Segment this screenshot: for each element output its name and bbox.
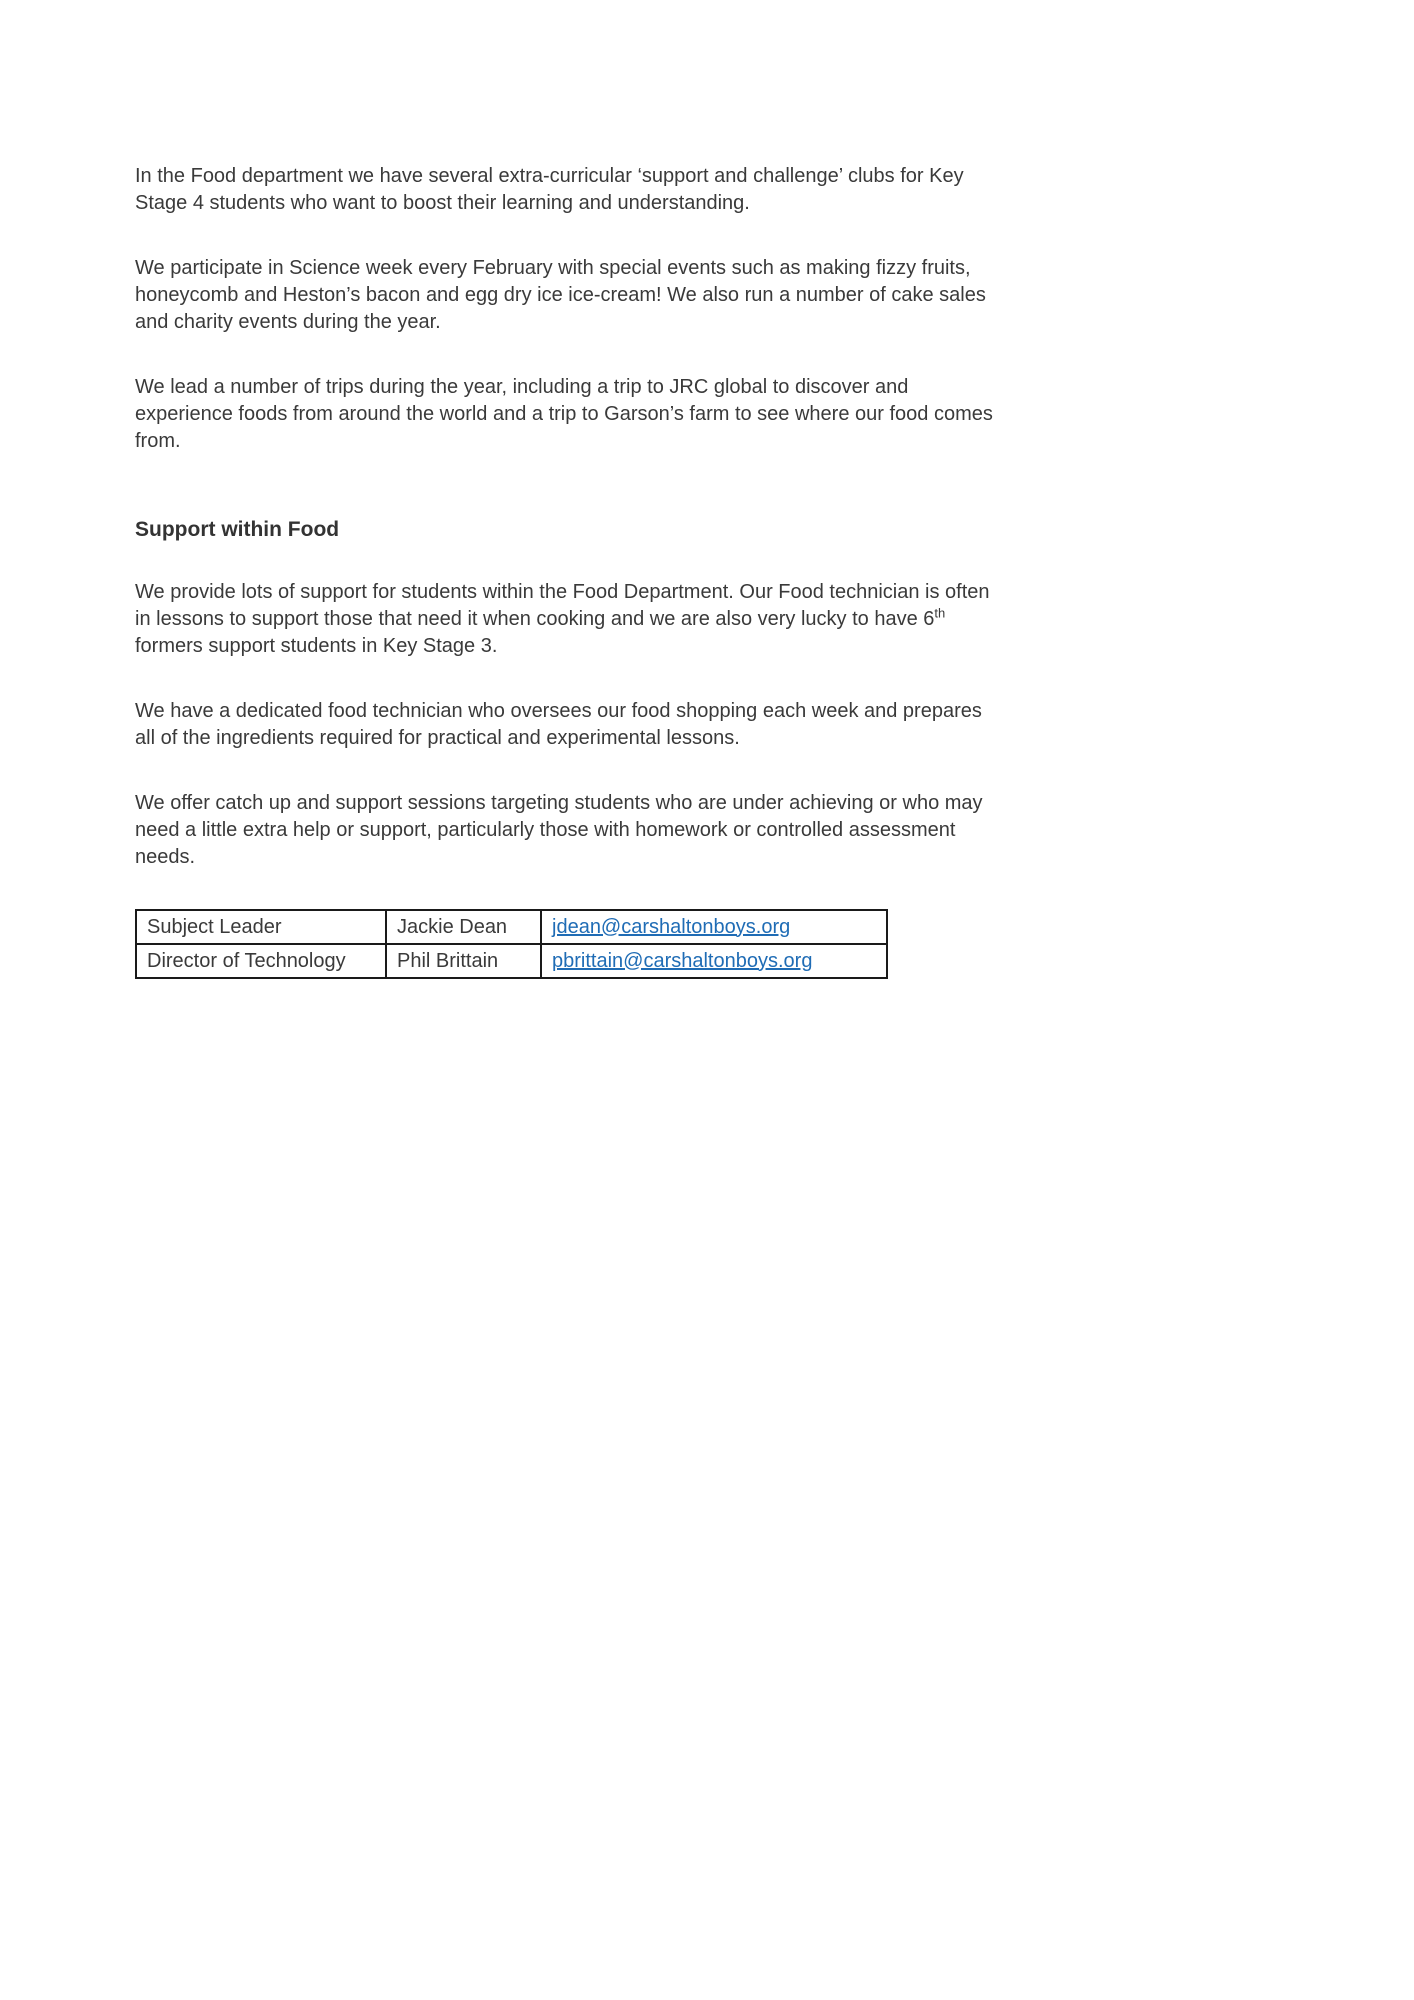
- contact-name: Jackie Dean: [386, 910, 541, 944]
- table-row-director-of-technology: [136, 944, 887, 978]
- contact-email-link[interactable]: jdean@carshaltonboys.org: [552, 915, 791, 938]
- contact-name: Phil Brittain: [386, 944, 541, 978]
- support-within-food-heading: Support within Food: [135, 518, 340, 541]
- table-row-subject-leader: [136, 910, 887, 944]
- contact-email-cell: [541, 944, 887, 978]
- support-paragraph-technician-lessons: [135, 579, 997, 660]
- contact-role: Subject Leader: [136, 910, 386, 944]
- support-paragraph-text-before: We provide lots of support for students within the Food Department. Our Food technician is often in lessons to support those that need it when cooking and we are also very lucky to have 6: [135, 581, 990, 630]
- contact-role: Director of Technology: [136, 944, 386, 978]
- intro-paragraph-science-week: We participate in Science week every February with special events such as making fizzy fruits, honeycomb and Heston’s bacon and egg dry ice ice-cream! We also run a number of cake sales and charity events during the year.: [135, 257, 986, 333]
- support-paragraph-text-after: formers support students in Key Stage 3.: [135, 635, 498, 657]
- contact-email-link[interactable]: pbrittain@carshaltonboys.org: [552, 949, 813, 972]
- contact-email-cell: [541, 910, 887, 944]
- document-content: [135, 163, 997, 979]
- contacts-table: [135, 909, 888, 979]
- support-paragraph-food-shopping: We have a dedicated food technician who oversees our food shopping each week and prepares all of the ingredients required for practical and experimental lessons.: [135, 700, 982, 749]
- intro-paragraph-clubs: In the Food department we have several extra-curricular ‘support and challenge’ clubs for Key Stage 4 students who want to boost their learning and understanding.: [135, 165, 964, 214]
- ordinal-suffix: th: [934, 605, 946, 621]
- support-paragraph-catch-up: We offer catch up and support sessions targeting students who are under achieving or who may need a little extra help or support, particularly those with homework or controlled assessment needs.: [135, 792, 983, 868]
- intro-paragraph-trips: We lead a number of trips during the year, including a trip to JRC global to discover and experience foods from around the world and a trip to Garson’s farm to see where our food comes from.: [135, 376, 993, 452]
